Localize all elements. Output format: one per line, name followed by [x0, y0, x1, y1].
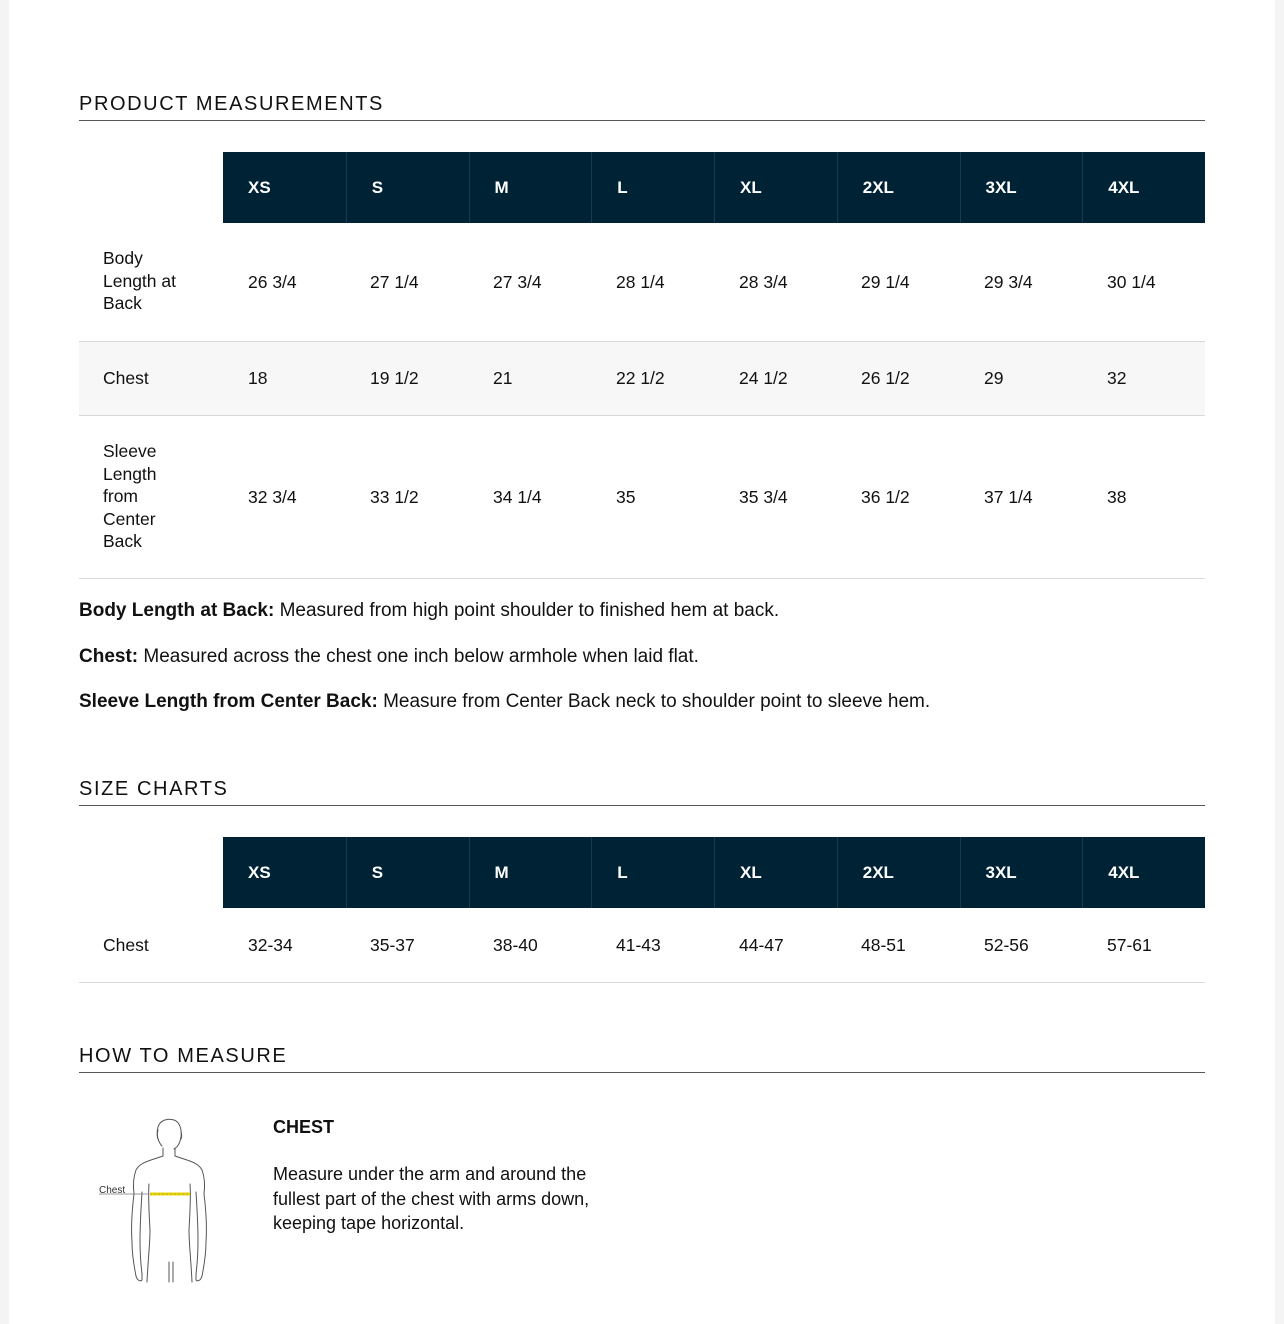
how-to-measure-text: Measure under the arm and around the fullest part of the chest with arms down, keeping tape horizontal.: [273, 1164, 590, 1233]
size-header-2xl: 2XL: [837, 152, 960, 223]
size-header-xs: XS: [248, 178, 271, 197]
size-header-3xl: 3XL: [960, 152, 1083, 223]
table-cell: 37 1/4: [984, 487, 1033, 507]
definition-term: Body Length at Back:: [79, 600, 275, 621]
table-cell: 41-43: [616, 935, 661, 955]
row-label-chest: Chest: [103, 368, 149, 388]
definition-chest: [79, 646, 699, 668]
table-cell: 32: [1107, 368, 1127, 388]
figure-chest-label: Chest: [99, 1185, 126, 1196]
size-header-l: L: [591, 152, 714, 223]
definition-term: Sleeve Length from Center Back:: [79, 691, 378, 712]
row-label-body-length: Body Length at Back: [103, 248, 176, 313]
row-divider: [79, 982, 1205, 983]
table-cell: 28 3/4: [739, 272, 788, 292]
section-rule: [79, 805, 1205, 806]
table-cell: 48-51: [861, 935, 906, 955]
table-cell: 38-40: [493, 935, 538, 955]
definition-text: Measure from Center Back neck to shoulder point to sleeve hem.: [377, 691, 931, 712]
table-cell: 52-56: [984, 935, 1029, 955]
size-header-3xl: 3XL: [960, 837, 1083, 908]
table-cell: 33 1/2: [370, 487, 419, 507]
definition-text: Measured across the chest one inch below armhole when laid flat.: [138, 646, 699, 667]
measurements-size-header: [223, 152, 1205, 223]
definition-term: Chest:: [79, 646, 139, 667]
row-divider: [79, 578, 1205, 579]
size-chart-header: [223, 837, 1205, 908]
size-charts-title: SIZE CHARTS: [79, 778, 229, 800]
table-cell: 32-34: [248, 935, 293, 955]
size-header-m: M: [469, 837, 592, 908]
table-cell: 19 1/2: [370, 368, 419, 388]
table-cell: 24 1/2: [739, 368, 788, 388]
size-header-s: S: [346, 152, 469, 223]
definition-body-length: [79, 600, 779, 622]
table-cell: 36 1/2: [861, 487, 910, 507]
table-cell: 30 1/4: [1107, 272, 1156, 292]
table-cell: 28 1/4: [616, 272, 665, 292]
definition-text: Measured from high point shoulder to finished hem at back.: [274, 600, 780, 621]
row-divider: [79, 415, 1205, 416]
table-cell: 27 1/4: [370, 272, 419, 292]
table-cell: 57-61: [1107, 935, 1152, 955]
table-cell: 26 1/2: [861, 368, 910, 388]
table-cell: 34 1/4: [493, 487, 542, 507]
table-cell: 29: [984, 368, 1004, 388]
size-header-l: L: [591, 837, 714, 908]
table-cell: 27 3/4: [493, 272, 542, 292]
table-cell: 29 1/4: [861, 272, 910, 292]
table-cell: 44-47: [739, 935, 784, 955]
size-header-xl: XL: [714, 837, 837, 908]
size-header-4xl: 4XL: [1082, 152, 1205, 223]
definition-sleeve-length: [79, 691, 930, 713]
table-cell: 22 1/2: [616, 368, 665, 388]
table-cell: 29 3/4: [984, 272, 1033, 292]
size-header-xs: XS: [248, 863, 271, 882]
table-cell: 35: [616, 487, 636, 507]
how-to-measure-title: HOW TO MEASURE: [79, 1045, 288, 1067]
how-to-measure-heading: CHEST: [273, 1117, 335, 1137]
table-cell: 35 3/4: [739, 487, 788, 507]
table-cell: 26 3/4: [248, 272, 297, 292]
row-label-chest: Chest: [103, 935, 149, 955]
size-header-4xl: 4XL: [1082, 837, 1205, 908]
chest-measurement-figure: [92, 1112, 242, 1284]
table-cell: 38: [1107, 487, 1127, 507]
table-cell: 21: [493, 368, 513, 388]
size-header-m: M: [469, 152, 592, 223]
section-rule: [79, 120, 1205, 121]
product-measurements-title: PRODUCT MEASUREMENTS: [79, 93, 384, 115]
size-header-2xl: 2XL: [837, 837, 960, 908]
size-header-s: S: [346, 837, 469, 908]
table-cell: 18: [248, 368, 268, 388]
section-rule: [79, 1072, 1205, 1073]
size-header-xl: XL: [714, 152, 837, 223]
row-label-sleeve-length: Sleeve Length from Center Back: [103, 441, 157, 551]
table-cell: 32 3/4: [248, 487, 297, 507]
table-cell: 35-37: [370, 935, 415, 955]
